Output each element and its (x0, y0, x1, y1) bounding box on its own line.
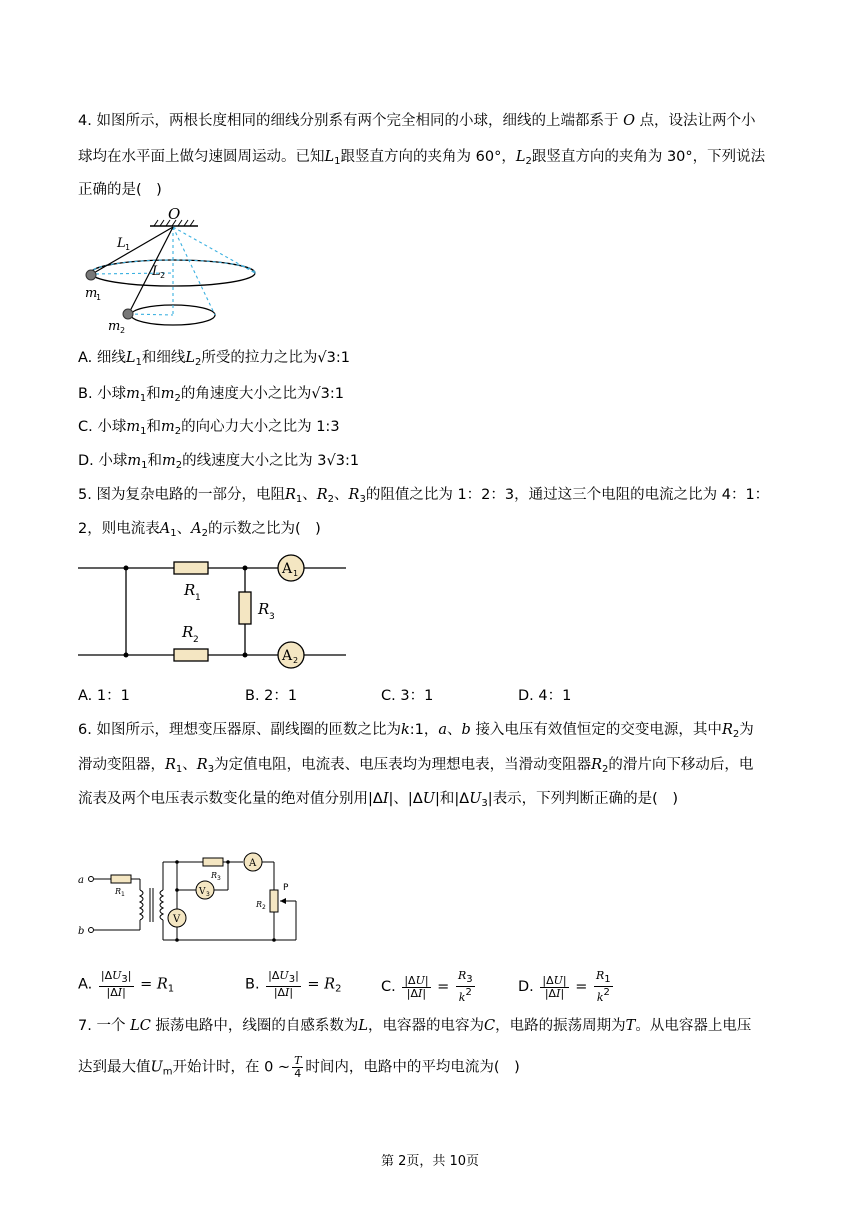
q5-option-c[interactable]: C. 3：1 (381, 688, 434, 704)
q4-line1: 4. 如图所示，两根长度相同的细线分别系有两个完全相同的小球，细线的上端都系于 O 点，设法让两个小 (78, 113, 756, 129)
svg-text:A: A (249, 858, 257, 869)
svg-text:R: R (258, 600, 270, 618)
svg-text:V: V (199, 887, 206, 897)
svg-text:3: 3 (217, 875, 221, 882)
svg-text:R: R (211, 871, 218, 880)
q4-option-d[interactable]: D. 小球$m_1$和$m_2$的线速度大小之比为 3√3:1 (78, 453, 360, 471)
svg-text:2: 2 (120, 326, 126, 335)
svg-text:V: V (173, 914, 181, 925)
svg-text:R: R (115, 887, 122, 896)
svg-text:b: b (78, 926, 85, 937)
svg-text:a: a (78, 875, 84, 886)
q5-line1: 5. 图为复杂电路的一部分，电阻$R_1$、$R_2$、$R_3$的阻值之比为 1：2：3，通过这三个电阻的电流之比为 4：1： (78, 487, 770, 505)
svg-text:P: P (283, 883, 289, 893)
transformer-circuit-figure (78, 850, 308, 950)
svg-text:R: R (184, 581, 196, 599)
svg-text:m: m (85, 286, 98, 301)
svg-text:R: R (182, 623, 194, 641)
q4-option-c[interactable]: C. 小球$m_1$和$m_2$的向心力大小之比为 1:3 (78, 419, 340, 437)
q5-line2: 2，则电流表$A_1$、$A_2$的示数之比为( ) (78, 521, 321, 539)
q4-option-a[interactable]: A. 细线$L_1$和细线$L_2$所受的拉力之比为√3:1 (78, 350, 350, 368)
svg-text:2: 2 (160, 271, 166, 280)
q4-option-b[interactable]: B. 小球$m_1$和$m_2$的角速度大小之比为√3:1 (78, 386, 344, 404)
q6-option-c[interactable]: C. $\frac{|\Delta U|}{|\Delta I|}$ = $\frac{R_3}{k^2}$ (381, 969, 473, 1004)
svg-text:m: m (108, 319, 121, 334)
svg-text:L: L (152, 264, 161, 279)
svg-text:3: 3 (206, 891, 210, 898)
svg-text:1: 1 (293, 569, 299, 578)
q6-option-a[interactable]: A. $\frac{|\Delta U_3|}{|\Delta I|}$ = $R_1$ (78, 969, 175, 999)
q6-option-b[interactable]: B. $\frac{|\Delta U_3|}{|\Delta I|}$ = $R_2$ (245, 969, 342, 999)
svg-text:A: A (282, 561, 293, 577)
svg-text:1: 1 (96, 293, 102, 302)
q4-line3: 正确的是( ) (78, 182, 162, 198)
q5-option-b[interactable]: B. 2：1 (245, 688, 298, 704)
q7-line1: 7. 一个 LC 振荡电路中，线圈的自感系数为L，电容器的电容为C，电路的振荡周期为T。从电容器上电压 (78, 1018, 752, 1034)
svg-text:R: R (256, 900, 263, 909)
q6-line1: 6. 如图所示，理想变压器原、副线圈的匝数之比为k:1，a、b 接入电压有效值恒定的交变电源，其中$R_2$为 (78, 722, 754, 740)
q7-line2: 达到最大值$U_m$开始计时，在 0 ~ $\frac{T}{4}$ 时间内，电路中的平均电流为( ) (78, 1054, 520, 1080)
svg-text:1: 1 (125, 243, 131, 252)
svg-text:2: 2 (293, 656, 299, 665)
svg-text:O: O (168, 205, 181, 223)
q5-option-a[interactable]: A. 1：1 (78, 688, 130, 704)
q4-line2: 球均在水平面上做匀速圆周运动。已知$L_1$跟竖直方向的夹角为 60°，$L_2$跟竖直方向的夹角为 30°，下列说法 (78, 149, 766, 167)
resistor-network-figure (78, 548, 348, 673)
q6-option-d[interactable]: D. $\frac{|\Delta U|}{|\Delta I|}$ = $\frac{R_1}{k^2}$ (518, 969, 611, 1004)
svg-text:1: 1 (121, 891, 125, 898)
svg-text:2: 2 (193, 635, 199, 645)
page-footer: 第 2页，共 10页 (380, 1154, 480, 1169)
q6-line2: 滑动变阻器，$R_1$、$R_3$为定值电阻，电流表、电压表均为理想电表，当滑动变阻器$R_2$的滑片向下移动后，电 (78, 757, 754, 775)
q5-option-d[interactable]: D. 4：1 (518, 688, 572, 704)
svg-text:3: 3 (269, 612, 275, 622)
q6-line3: 流表及两个电压表示数变化量的绝对值分别用|ΔI|、|ΔU|和$|\Delta U_3|$表示，下列判断正确的是( ) (78, 791, 679, 809)
conical-pendulum-figure (80, 205, 270, 340)
svg-text:1: 1 (195, 593, 201, 603)
svg-text:A: A (282, 648, 293, 664)
svg-text:L: L (117, 236, 126, 251)
svg-text:2: 2 (262, 904, 266, 911)
